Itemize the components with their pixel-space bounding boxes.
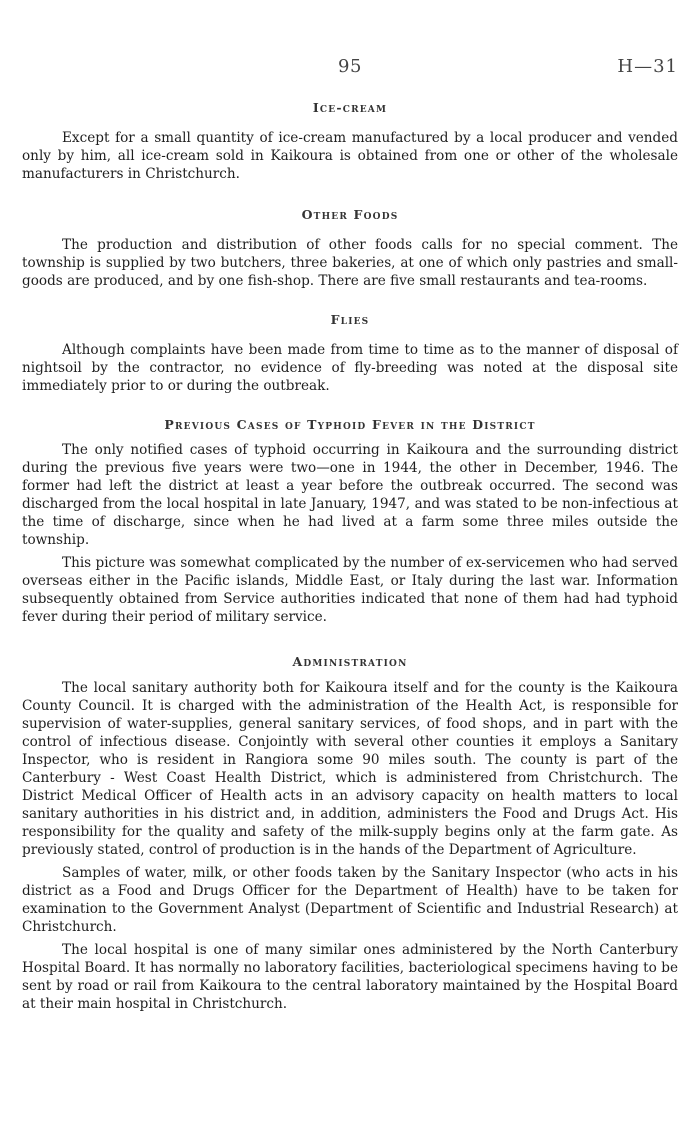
section-heading: Administration [292, 654, 408, 669]
document-reference: H—31 [617, 56, 678, 77]
section-heading: Other Foods [301, 207, 399, 222]
paragraph: The local sanitary authority both for Kaikoura itself and for the county is the Kaikoura County Council. It is charged with the administration of the Health Act, is responsible for supervision of water-supplies, general sanitary services, of food shops, and in part with the control of infectious disease. Conjointly with several other counties it employs a Sanitary Inspector, who is resident in Rangiora some 90 miles south. The county is part of the Canterbury - West Coast Health District, which is administered from Christchurch. The District Medical Officer of Health acts in an advisory capacity on health matters to local sanitary authorities in his district and, in addition, administers the Food and Drugs Act. His responsibility for the quality and safety of the milk-supply begins only at the farm gate. As previously stated, control of production is in the hands of the Department of Agriculture. [22, 680, 678, 858]
paragraph: The production and distribution of other foods calls for no special comment. The township is supplied by two butchers, three bakeries, at one of which only pastries and small-goods are produced, and by one fish-shop. There are five small restaurants and tea-rooms. [22, 237, 678, 289]
page-header [0, 56, 700, 80]
section-administration [22, 654, 678, 1013]
section-ice-cream [22, 100, 678, 183]
section-flies [22, 312, 678, 395]
section-other-foods [22, 207, 678, 290]
paragraph: Samples of water, milk, or other foods taken by the Sanitary Inspector (who acts in his district as a Food and Drugs Officer for the Department of Health) have to be taken for examination to the Government Analyst (Department of Scientific and Industrial Research) at Christchurch. [22, 865, 678, 935]
section-heading: Previous Cases of Typhoid Fever in the District [164, 417, 536, 432]
paragraph: Although complaints have been made from time to time as to the manner of disposal of nightsoil by the contractor, no evidence of fly-breeding was noted at the disposal site immediately prior to or during the outbreak. [22, 342, 678, 394]
paragraph: This picture was somewhat complicated by the number of ex-servicemen who had served overseas either in the Pacific islands, Middle East, or Italy during the last war. Information subsequently obtained from Service authorities indicated that none of them had had typhoid fever during their period of military service. [22, 555, 678, 625]
section-previous-typhoid-cases [22, 417, 678, 626]
section-heading: Ice-cream [312, 100, 388, 115]
paragraph: The local hospital is one of many similar ones administered by the North Canterbury Hospital Board. It has normally no laboratory facilities, bacteriological specimens having to be sent by road or rail from Kaikoura to the central laboratory maintained by the Hospital Board at their main hospital in Christchurch. [22, 942, 678, 1012]
page-body [22, 100, 678, 1013]
paragraph: Except for a small quantity of ice-cream manufactured by a local producer and vended only by him, all ice-cream sold in Kaikoura is obtained from one or other of the wholesale manufacturers in Christchurch. [22, 130, 678, 182]
page-number: 95 [338, 56, 362, 77]
section-heading: Flies [330, 312, 370, 327]
paragraph: The only notified cases of typhoid occurring in Kaikoura and the surrounding district during the previous five years were two—one in 1944, the other in December, 1946. The former had left the district at least a year before the outbreak occurred. The second was discharged from the local hospital in late January, 1947, and was stated to be non-infectious at the time of discharge, since when he had lived at a farm some three miles outside the township. [22, 442, 678, 548]
